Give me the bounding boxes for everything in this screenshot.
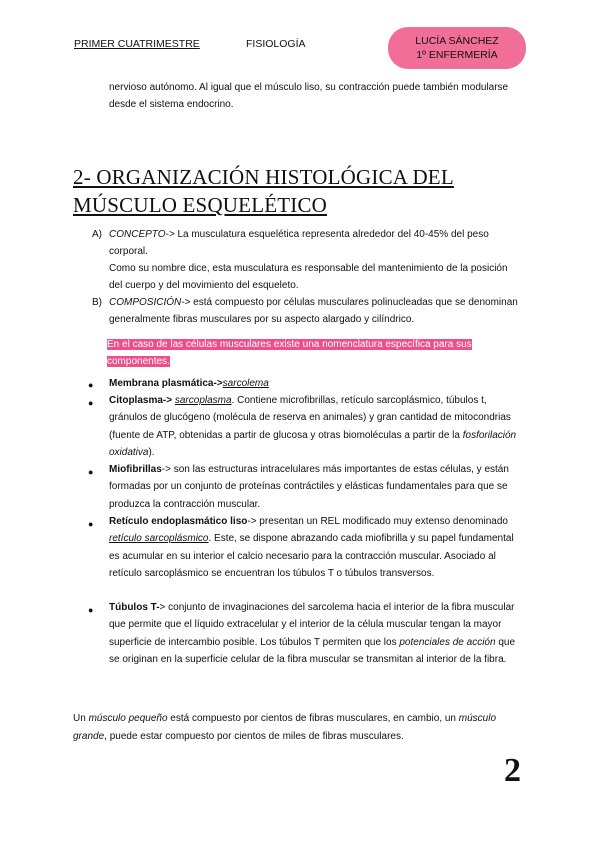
header-course: PRIMER CUATRIMESTRE [74,38,200,50]
bullet-reticulo-body2: . Este, se dispone abrazando cada miofibrilla y su papel fundamental es acumular en su interior el calcio necesario para la contracción muscular. Asociado al retículo sarcoplásmico se encuentran los túbulos T o túbulos transversos. [109,533,514,579]
closing-text-2: está compuesto por cientos de fibras musculares, en cambio, un [167,713,459,724]
bullet-miofibrillas [109,461,521,513]
highlight-note [107,336,507,370]
bullet-membrana [109,375,521,392]
closing-paragraph [73,710,513,745]
bullet-citoplasma-body: . Contiene microfibrillas, retículo sarcoplásmico, túbulos t, gránulos de glucógeno (molécula de reserva en animales) y gran cantidad de mitocondrias (fuente de ATP, obtenidas a partir de glucosa y otras biomoléculas a partir de la [109,395,511,441]
sarcoplasma-link: sarcoplasma [174,395,232,406]
item-b-text [109,295,519,328]
bullet-tubulos-term: Túbulos T- [109,602,160,613]
sarcolema-link: sarcolema [222,378,269,389]
potenciales-term: potenciales de acción [399,636,496,648]
item-a-term: CONCEPTO-> [109,229,175,240]
fosforilacion-term: fosforilación oxidativa [109,429,517,458]
item-b-label: B) [92,297,102,308]
section-title: 2- ORGANIZACIÓN HISTOLÓGICA DEL MÚSCULO ESQUELÉTICO [73,165,454,217]
author-badge [388,27,526,69]
bullet-tubulos-body: > conjunto de invaginaciones del sarcolema hacia el interior de la fibra muscular que permite que el líquido extracelular y el interior de la célula muscular tengan la mayor superficie de intercambio posible. Los túbulos T permiten que los [109,602,515,648]
bullet-tubulos-body2: que se originan en la superficie celular de la fibra muscular se transmitan al interior de la fibra. [109,636,516,665]
musculo-grande-term: músculo grande [73,713,497,742]
page-number: 2 [504,752,521,789]
closing-text-3: , puede estar compuesto por cientos de miles de fibras musculares. [104,730,404,742]
bullet-tubulos [109,599,521,668]
bullet-reticulo-body: -> presentan un REL modificado muy extenso denominado [247,516,508,527]
item-b-body: está compuesto por células musculares polinucleadas que se denominan generalmente fibras musculares por su aspecto alargado y cilíndrico. [109,297,518,325]
bullet-icon: ● [88,467,94,477]
bullet-miofibrillas-body: -> son las estructuras intracelulares más importantes de estas células, y están formadas por un conjunto de proteínas contráctiles y elásticas fundamentales para que se produzca la contracción muscular. [109,464,509,510]
bullet-icon: ● [88,605,94,615]
intro-paragraph: nervioso autónomo. Al igual que el músculo liso, su contracción puede también modularse desde el sistema endocrino. [109,82,509,110]
bullet-reticulo-term: Retículo endoplasmático liso [109,516,248,527]
highlight-text: En el caso de las células musculares existe una nomenclatura específica para sus componentes. [107,339,472,367]
bullet-citoplasma-term: Citoplasma-> [109,395,173,406]
item-a-body: La musculatura esquelética representa alrededor del 40-45% del peso corporal. [109,229,489,257]
bullet-icon: ● [88,398,94,408]
bullet-miofibrillas-term: Miofibrillas [109,464,162,475]
bullet-citoplasma-end: ). [148,446,155,458]
item-b-term: COMPOSICIÓN-> [109,297,191,308]
bullet-reticulo [109,513,521,582]
closing-text-1: Un [73,713,89,724]
item-a-label: A) [92,229,102,240]
bullet-icon: ● [88,519,94,529]
bullet-membrana-term: Membrana plasmática-> [109,378,223,389]
author-name: LUCÍA SÁNCHEZ [415,35,499,47]
musculo-pequeno-term: músculo pequeño [88,713,168,724]
reticulo-sarcoplasmico-link: retículo sarcoplásmico [109,533,209,545]
item-a-text2: Como su nombre dice, esta musculatura es responsable del mantenimiento de la posición del cuerpo y del movimiento del esqueleto. [109,263,508,291]
item-a-text [109,227,519,260]
header-subject: FISIOLOGÍA [246,38,306,50]
bullet-citoplasma [109,392,521,461]
bullet-icon: ● [88,380,94,390]
author-course: 1º ENFERMERÍA [416,49,498,61]
